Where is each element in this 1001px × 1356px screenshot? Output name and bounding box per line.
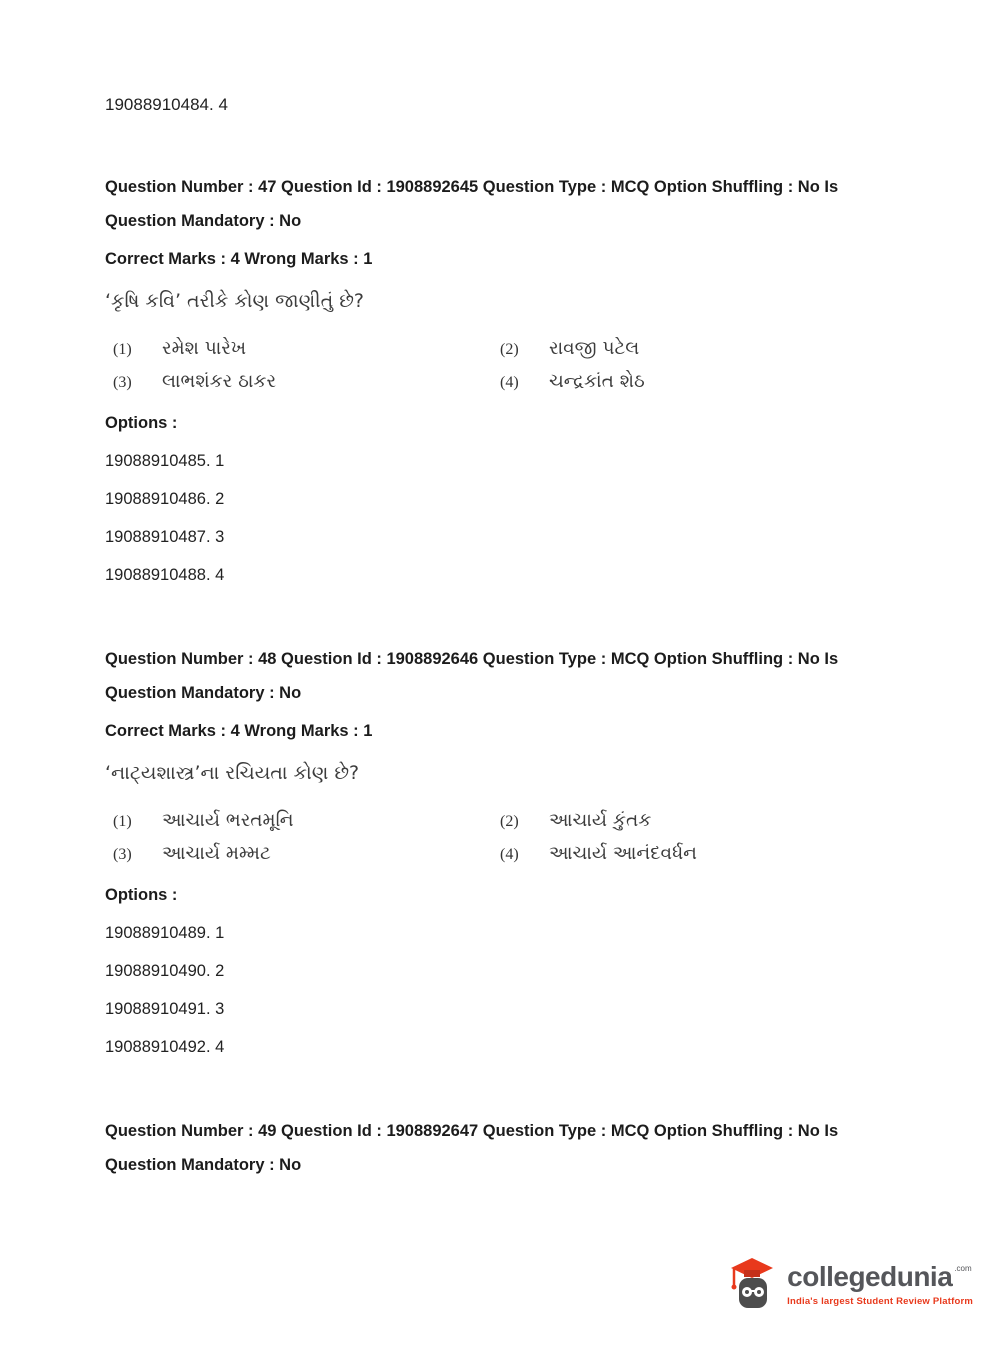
graduate-mascot-icon (729, 1256, 775, 1314)
choice-row (105, 810, 941, 831)
choice-row (105, 843, 941, 864)
choice-row (105, 338, 941, 359)
question-text: ‘કૃષિ કવિ’ તરીકે કોણ જાણીતું છે? (105, 290, 365, 312)
choice-2 (492, 338, 639, 359)
choice-text: આચાર્ય કુંતક (549, 810, 652, 831)
choice-text: આચાર્ય ભરતમૂનિ (162, 810, 294, 831)
choice-text: આચાર્ય આનંદવર્ધન (549, 843, 697, 864)
question-text: ‘નાટ્યશાસ્ત્ર’ના રચિયતા કોણ છે? (105, 762, 360, 784)
choice-4 (492, 843, 697, 864)
choice-1 (105, 338, 492, 359)
choice-2 (492, 810, 651, 831)
choice-number: (2) (500, 341, 519, 358)
choice-number: (1) (113, 341, 132, 358)
option-id-line: 19088910487. 3 (105, 528, 225, 546)
question-header-line2: Question Mandatory : No (105, 684, 302, 702)
option-id-line: 19088910485. 1 (105, 452, 225, 470)
question-header-line1: Question Number : 48 Question Id : 1908892646 Question Type : MCQ Option Shuffling : No Is (105, 650, 839, 668)
option-id-line: 19088910488. 4 (105, 566, 225, 584)
brand-name: collegedunia (787, 1261, 953, 1292)
option-id-line: 19088910492. 4 (105, 1038, 225, 1056)
choice-3 (105, 843, 492, 864)
choice-number: (2) (500, 813, 519, 830)
choice-text: લાભશંકર ઠાકર (162, 371, 277, 392)
choice-row (105, 371, 941, 392)
option-id-line: 19088910490. 2 (105, 962, 225, 980)
question-header-line2: Question Mandatory : No (105, 1156, 302, 1174)
marks-line: Correct Marks : 4 Wrong Marks : 1 (105, 722, 373, 740)
brand-line (787, 1263, 973, 1291)
option-id-line: 19088910491. 3 (105, 1000, 225, 1018)
choice-4 (492, 371, 645, 392)
choice-text: રાવજી પટેલ (549, 338, 640, 359)
question-header-line1: Question Number : 47 Question Id : 1908892645 Question Type : MCQ Option Shuffling : No Is (105, 178, 839, 196)
choice-text: ચન્દ્રકાંત શેઠ (549, 371, 645, 392)
marks-line: Correct Marks : 4 Wrong Marks : 1 (105, 250, 373, 268)
question-header-line2: Question Mandatory : No (105, 212, 302, 230)
choice-number: (4) (500, 846, 519, 863)
choice-number: (3) (113, 846, 132, 863)
choices-grid (105, 338, 941, 392)
choice-1 (105, 810, 492, 831)
question-block-49 (105, 1114, 941, 1182)
collegedunia-logo (729, 1256, 973, 1314)
choice-3 (105, 371, 492, 392)
option-id-line: 19088910489. 1 (105, 924, 225, 942)
answer-id-line: 19088910484. 4 (105, 95, 228, 114)
options-label: Options : (105, 414, 178, 432)
choice-number: (3) (113, 374, 132, 391)
option-id-line: 19088910486. 2 (105, 490, 225, 508)
options-label: Options : (105, 886, 178, 904)
brand-suffix: .com (954, 1264, 972, 1273)
choice-number: (1) (113, 813, 132, 830)
choice-number: (4) (500, 374, 519, 391)
brand-block (787, 1263, 973, 1307)
question-header-line1: Question Number : 49 Question Id : 1908892647 Question Type : MCQ Option Shuffling : No Is (105, 1122, 839, 1140)
choice-text: આચાર્ય મમ્મટ (162, 843, 271, 864)
brand-tagline: India's largest Student Review Platform (787, 1296, 973, 1307)
choices-grid (105, 810, 941, 864)
question-block-47 (105, 170, 941, 594)
question-block-48 (105, 642, 941, 1066)
choice-text: રમેશ પારેખ (162, 338, 247, 359)
